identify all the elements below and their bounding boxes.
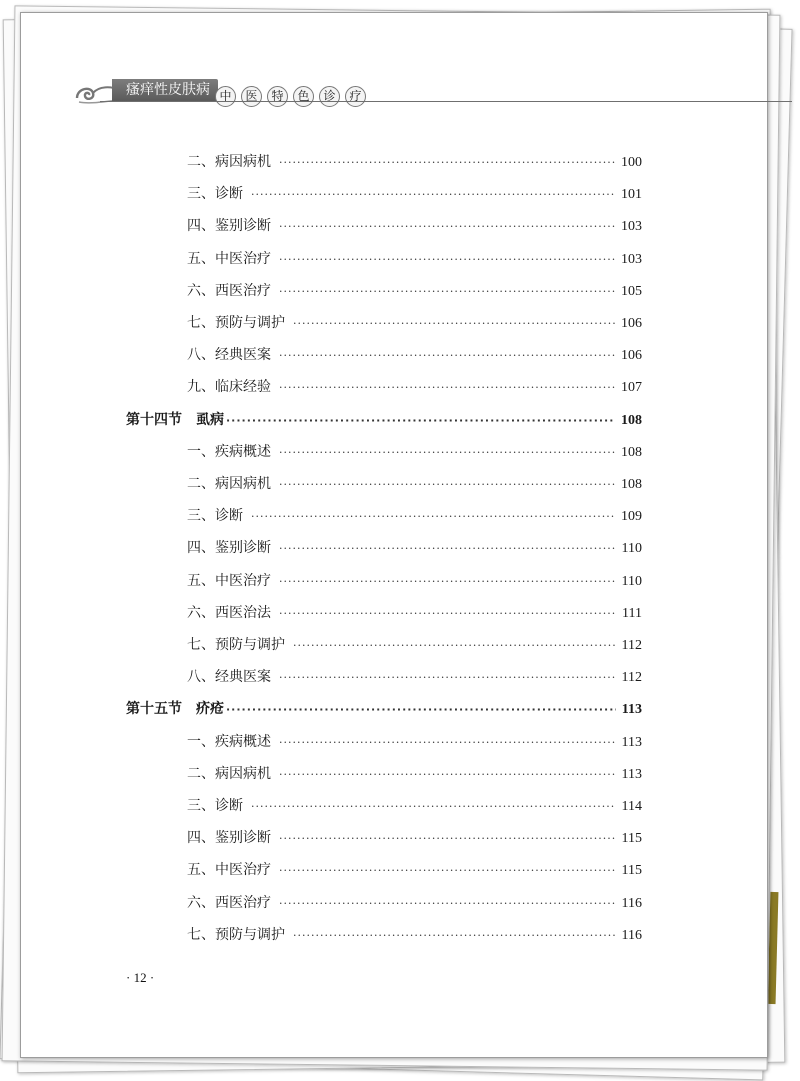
toc-page-number: 108 — [621, 444, 642, 460]
series-char: 医 — [241, 86, 262, 107]
toc-entry-label: 三、诊断 — [187, 508, 243, 525]
toc-page-number: 116 — [621, 927, 642, 943]
toc-page-number: 100 — [621, 155, 642, 170]
toc-page-number: 108 — [621, 412, 642, 428]
toc-page-number: 106 — [621, 348, 642, 364]
toc-entry-label: 五、中医治疗 — [187, 862, 271, 879]
toc-page-number: 114 — [621, 799, 642, 814]
toc-subsection-entry[interactable] — [187, 859, 642, 881]
toc-entry-label: 第十五节 — [126, 701, 182, 718]
toc-entry-label: 二、病因病机 — [187, 765, 271, 782]
dot-leader — [279, 381, 615, 394]
toc-subsection-entry[interactable] — [187, 215, 642, 237]
dot-leader — [279, 349, 615, 362]
toc-entry-title: 疥疮 — [196, 701, 224, 718]
dot-leader — [251, 188, 615, 201]
toc-entry-label: 二、病因病机 — [187, 476, 271, 492]
toc-subsection-entry[interactable] — [187, 183, 642, 205]
toc-subsection-entry[interactable] — [187, 473, 642, 495]
toc-page-number: 110 — [621, 573, 642, 589]
toc-entry-label: 三、诊断 — [187, 186, 243, 203]
toc-section-entry[interactable] — [126, 698, 642, 720]
toc-page-number: 103 — [621, 251, 642, 267]
dot-leader — [279, 671, 616, 684]
toc-page-number: 108 — [621, 477, 642, 492]
dot-leader — [279, 864, 616, 877]
toc-entry-label: 七、预防与调护 — [187, 315, 285, 331]
dot-leader — [293, 929, 616, 942]
toc-entry-label: 三、诊断 — [187, 798, 243, 814]
toc-subsection-entry[interactable] — [187, 376, 642, 398]
dot-leader — [293, 639, 616, 652]
dot-leader — [279, 607, 616, 620]
dot-leader — [251, 800, 616, 813]
toc-entry-label: 六、西医治法 — [187, 604, 271, 621]
toc-page-number: 103 — [621, 219, 642, 235]
toc-entry-label: 四、鉴别诊断 — [187, 540, 271, 557]
toc-entry-label: 八、经典医案 — [187, 669, 271, 686]
toc-subsection-entry[interactable] — [187, 312, 642, 334]
toc-subsection-entry[interactable] — [187, 795, 642, 817]
series-char: 中 — [215, 86, 236, 107]
toc-subsection-entry[interactable] — [187, 634, 642, 656]
dot-leader — [279, 156, 615, 169]
header-rule — [100, 101, 792, 102]
toc-subsection-entry[interactable] — [187, 344, 642, 366]
dot-leader — [279, 832, 616, 845]
toc-page-number: 111 — [622, 605, 642, 621]
toc-page-number: 110 — [621, 541, 642, 557]
toc-page-number: 112 — [621, 638, 642, 653]
toc-subsection-entry[interactable] — [187, 763, 642, 785]
toc-entry-label: 二、病因病机 — [187, 154, 271, 170]
toc-page-number: 112 — [621, 670, 642, 686]
toc-entry-label: 五、中医治疗 — [187, 572, 271, 589]
series-char: 色 — [293, 86, 314, 107]
toc-entry-label: 四、鉴别诊断 — [187, 830, 271, 847]
dot-leader — [279, 285, 615, 298]
toc-entry-label: 第十四节 — [126, 411, 182, 428]
series-char: 诊 — [319, 86, 340, 107]
toc-page-number: 105 — [621, 283, 642, 299]
toc-subsection-entry[interactable] — [187, 924, 642, 946]
toc-page-number: 109 — [621, 509, 642, 525]
toc-page-number: 106 — [621, 316, 642, 331]
toc-entry-label: 五、中医治疗 — [187, 250, 271, 267]
dot-leader — [279, 768, 616, 781]
toc-entry-label: 四、鉴别诊断 — [187, 218, 271, 235]
dot-leader — [279, 897, 616, 910]
toc-page-number: 115 — [621, 863, 642, 879]
toc-subsection-entry[interactable] — [187, 570, 642, 592]
toc-entry-label: 九、临床经验 — [187, 379, 271, 396]
toc-entry-label: 一、疾病概述 — [187, 733, 271, 750]
toc-page-number: 113 — [621, 702, 642, 718]
toc-entry-label: 六、西医治疗 — [187, 894, 271, 911]
running-header-series — [215, 86, 366, 107]
toc-subsection-entry[interactable] — [187, 248, 642, 270]
toc-page-number: 115 — [621, 831, 642, 847]
toc-entry-label: 八、经典医案 — [187, 347, 271, 364]
toc-page-number: 113 — [621, 734, 642, 750]
dot-leader — [279, 478, 615, 491]
toc-subsection-entry[interactable] — [187, 505, 642, 527]
toc-entry-label: 七、预防与调护 — [187, 637, 285, 653]
dot-leader — [226, 703, 616, 716]
toc-subsection-entry[interactable] — [187, 666, 642, 688]
toc-entry-label: 七、预防与调护 — [187, 926, 285, 943]
toc-section-entry[interactable] — [126, 409, 642, 431]
page-number: · 12 · — [126, 970, 155, 985]
dot-leader — [293, 317, 615, 330]
toc-entry-label: 一、疾病概述 — [187, 443, 271, 460]
dot-leader — [279, 736, 616, 749]
toc-subsection-entry[interactable] — [187, 602, 642, 624]
dot-leader — [226, 414, 615, 427]
dot-leader — [251, 510, 615, 523]
series-char: 特 — [267, 86, 288, 107]
toc-page-number: 113 — [621, 766, 642, 782]
toc-entry-label: 六、西医治疗 — [187, 282, 271, 299]
dot-leader — [279, 542, 616, 555]
toc-entry-title: 虱病 — [196, 411, 224, 428]
toc-subsection-entry[interactable] — [187, 537, 642, 559]
dot-leader — [279, 446, 615, 459]
dot-leader — [279, 220, 615, 233]
toc-subsection-entry[interactable] — [187, 280, 642, 302]
toc-page-number: 101 — [621, 187, 642, 203]
toc-subsection-entry[interactable] — [187, 892, 642, 914]
series-char: 疗 — [345, 86, 366, 107]
toc-subsection-entry[interactable] — [187, 827, 642, 849]
dot-leader — [279, 575, 616, 588]
running-header-title: 瘙痒性皮肤病 — [112, 79, 218, 101]
toc-page-number: 107 — [621, 380, 642, 396]
toc-page-number: 116 — [621, 895, 642, 911]
toc-subsection-entry[interactable] — [187, 151, 642, 173]
toc-subsection-entry[interactable] — [187, 731, 642, 753]
toc-subsection-entry[interactable] — [187, 441, 642, 463]
dot-leader — [279, 253, 615, 266]
